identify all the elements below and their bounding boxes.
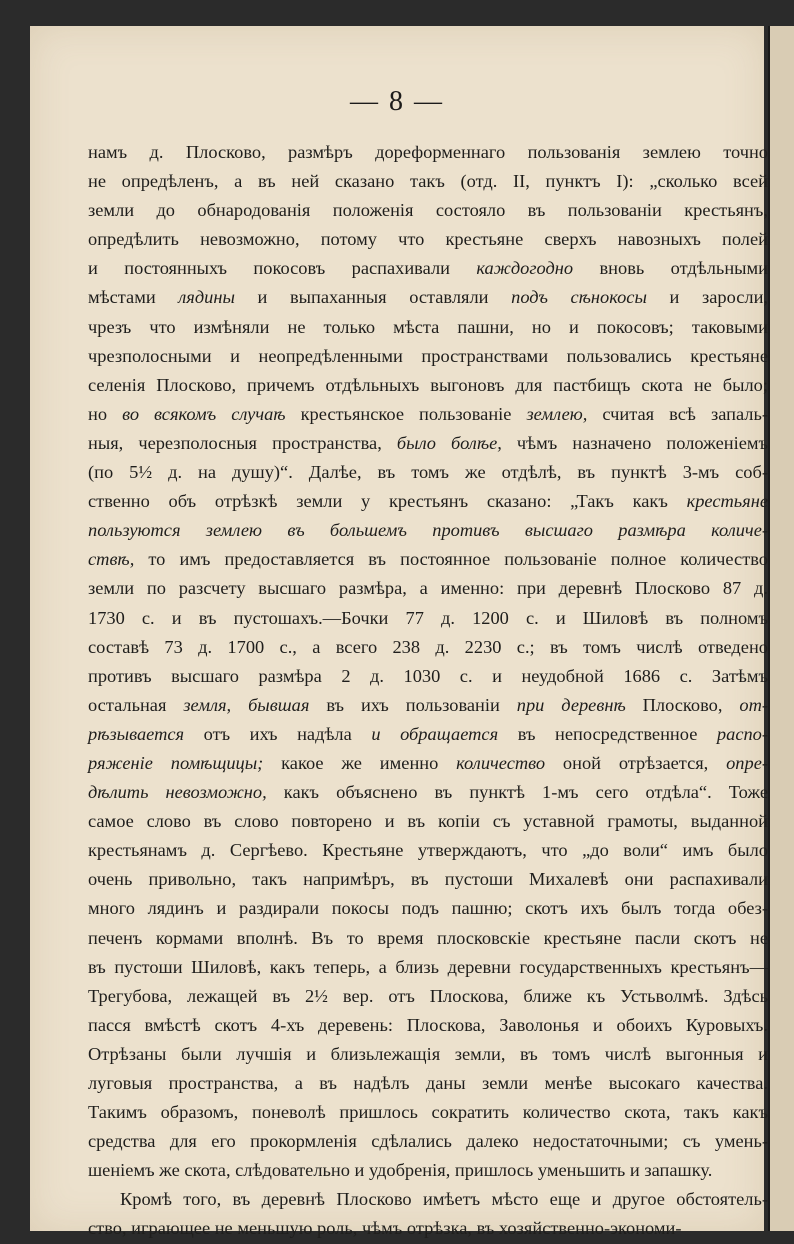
text-run: ство, играющее не меньшую роль, чѣмъ отрѣзка, въ хозяйственно-экономи- (88, 1218, 682, 1239)
text-line (88, 400, 768, 429)
text-line (88, 138, 768, 167)
italic-phrase: ряженіе помѣщицы; (88, 752, 264, 773)
text-run: Плосково, (625, 694, 740, 715)
text-run: чѣмъ назначено положеніемъ (501, 432, 769, 453)
italic-phrase: во всякомъ случаѣ (122, 403, 286, 424)
text-run: Отрѣзаны были лучшія и близьлежащія земли, въ томъ числѣ выгонныя и (88, 1043, 768, 1064)
italic-phrase: пользуются землею въ большемъ противъ высшаго размѣра количе- (88, 520, 768, 541)
italic-phrase: количество (456, 752, 546, 773)
text-run: средства для его прокормленія сдѣлались далеко недостаточными; съ умень- (88, 1131, 768, 1152)
text-line (88, 749, 768, 778)
italic-phrase: и обращается (371, 723, 499, 744)
text-line (88, 1069, 768, 1098)
text-line (88, 254, 768, 283)
text-line (88, 604, 768, 633)
text-run: составѣ 73 д. 1700 с., а всего 238 д. 2230 с.; въ томъ числѣ отведено (88, 636, 768, 657)
text-run: селенія Плосково, причемъ отдѣльныхъ выгоновъ для пастбищъ скота не было; (88, 374, 768, 395)
italic-phrase: рѣзывается (88, 723, 185, 744)
text-line (88, 836, 768, 865)
italic-phrase: дѣлить невозможно, (88, 782, 267, 803)
text-line (88, 953, 768, 982)
text-run: земли до обнародованія положенія состояло въ пользованіи крестьянъ, (88, 200, 768, 221)
italic-phrase: от- (739, 694, 768, 715)
text-line (88, 1214, 768, 1243)
text-run: луговыя пространства, а въ надѣлъ даны земли менѣе высокаго качества. (88, 1073, 768, 1093)
italic-phrase: подъ сѣнокосы (511, 287, 647, 308)
text-run: ственно объ отрѣзкѣ земли у крестьянъ сказано: „Такъ какъ (88, 491, 687, 512)
text-run: чрезполосными и неопредѣленными пространствами пользовались крестьяне (88, 345, 768, 366)
text-run: вновь отдѣльными (573, 258, 768, 279)
text-line (88, 982, 768, 1011)
text-run: Кромѣ того, въ деревнѣ Плосково имѣетъ мѣсто еще и другое обстоятель- (120, 1189, 768, 1210)
text-line (88, 1011, 768, 1040)
text-run: противъ высшаго размѣра 2 д. 1030 с. и неудобной 1686 с. Затѣмъ (88, 665, 768, 686)
text-run: Такимъ образомъ, поневолѣ пришлось сократить количество скота, такъ какъ (88, 1102, 768, 1123)
text-run: и выпаханныя оставляли (234, 287, 512, 308)
text-run: какъ объяснено въ пунктѣ 1-мъ сего отдѣла“. Тоже (266, 782, 768, 803)
text-line (88, 196, 768, 225)
text-run: остальная (88, 694, 184, 715)
page-number: — 8 — (350, 86, 444, 117)
text-run: крестьянамъ д. Сергѣево. Крестьяне утверждаютъ, что „до воли“ имъ было (88, 840, 768, 861)
italic-phrase: лядины (178, 287, 235, 308)
text-run: 1730 с. и въ пустошахъ.—Бочки 77 д. 1200 с. и Шиловѣ въ полномъ (88, 607, 768, 628)
text-run: земли по разсчету высшаго размѣра, а именно: при деревнѣ Плосково 87 д. (88, 578, 768, 599)
text-line (88, 1098, 768, 1127)
text-line (88, 778, 768, 807)
text-line (88, 487, 768, 516)
text-line (88, 1127, 768, 1156)
text-line (88, 371, 768, 400)
text-run: пасся вмѣстѣ скотъ 4-хъ деревень: Плоскова, Заволонья и обоихъ Куровыхъ. (88, 1014, 768, 1035)
text-line (88, 283, 768, 312)
text-run: крестьянское пользованіе (285, 403, 527, 424)
text-run: въ непосредственное (498, 723, 717, 744)
text-line (88, 662, 768, 691)
text-run: (по 5½ д. на душу)“. Далѣе, въ томъ же отдѣлѣ, въ пунктѣ 3-мъ соб- (88, 462, 768, 483)
text-run: оной отрѣзается, (545, 752, 727, 773)
text-line (88, 894, 768, 923)
text-run: очень привольно, такъ напримѣръ, въ пустоши Михалевѣ они распахивали (88, 869, 768, 890)
text-run: въ ихъ пользованіи (309, 694, 517, 715)
text-run: и заросли, (646, 287, 769, 308)
italic-phrase: каждогодно (476, 258, 574, 279)
italic-phrase: опре- (726, 752, 768, 773)
text-run: чрезъ что измѣняли не только мѣста пашни, но и покосовъ; таковыми (88, 316, 768, 337)
text-line (88, 1040, 768, 1069)
text-run: въ пустоши Шиловѣ, какъ теперь, а близь деревни государственныхъ крестьянъ— (88, 956, 768, 977)
text-line (88, 545, 768, 574)
text-run: много лядинъ и раздирали покосы подъ пашню; скотъ ихъ былъ тогда обез- (88, 898, 768, 919)
text-run: но (88, 403, 123, 424)
italic-phrase: землею, (526, 403, 588, 424)
text-run: и постоянныхъ покосовъ распахивали (88, 258, 477, 279)
text-run: намъ д. Плосково, размѣръ дореформеннаго пользованія землею точно (88, 142, 768, 162)
text-run: какое же именно (263, 752, 457, 773)
text-line (88, 313, 768, 342)
text-line (88, 633, 768, 662)
text-line (88, 574, 768, 603)
text-line (88, 865, 768, 894)
text-run: Трегубова, лежащей въ 2½ вер. отъ Плоскова, ближе къ Устьволмѣ. Здѣсь (88, 985, 768, 1006)
text-line (88, 1185, 768, 1214)
text-line (88, 225, 768, 254)
italic-phrase: крестьяне (686, 491, 768, 512)
text-line (88, 458, 768, 487)
italic-phrase: распо- (716, 723, 768, 744)
italic-phrase: при деревнѣ (516, 694, 626, 715)
italic-phrase: было болѣе, (396, 432, 502, 453)
text-run: не опредѣленъ, а въ ней сказано такъ (отд. II, пунктъ I): „сколько всей (88, 171, 768, 192)
text-run: мѣстами (88, 287, 179, 308)
text-line (88, 807, 768, 836)
text-run: печенъ кормами вполнѣ. Въ то время плосковскіе крестьяне пасли скотъ не (88, 927, 768, 948)
text-line (88, 691, 768, 720)
italic-phrase: земля, бывшая (183, 694, 310, 715)
text-run: шеніемъ же скота, слѣдовательно и удобренія, пришлось уменьшить и запашку. (88, 1160, 713, 1181)
text-line (88, 429, 768, 458)
text-run: опредѣлить невозможно, потому что крестьяне сверхъ навозныхъ полей (88, 229, 768, 250)
adjacent-page-edge (768, 26, 794, 1231)
text-line (88, 167, 768, 196)
italic-phrase: ствѣ, (88, 549, 135, 570)
text-run: ныя, черезполосныя пространства, (88, 432, 397, 453)
text-line (88, 924, 768, 953)
book-page (30, 26, 769, 1239)
text-run: самое слово въ слово повторено и въ копіи съ уставной грамоты, выданной (88, 811, 768, 832)
text-run: отъ ихъ надѣла (184, 723, 372, 744)
text-line (88, 720, 768, 749)
text-run: считая всѣ запаль- (587, 403, 768, 424)
text-line (88, 516, 768, 545)
body-text (88, 138, 768, 1244)
text-line (88, 1156, 768, 1185)
text-line (88, 342, 768, 371)
text-run: то имъ предоставляется въ постоянное пользованіе полное количество (134, 549, 768, 570)
